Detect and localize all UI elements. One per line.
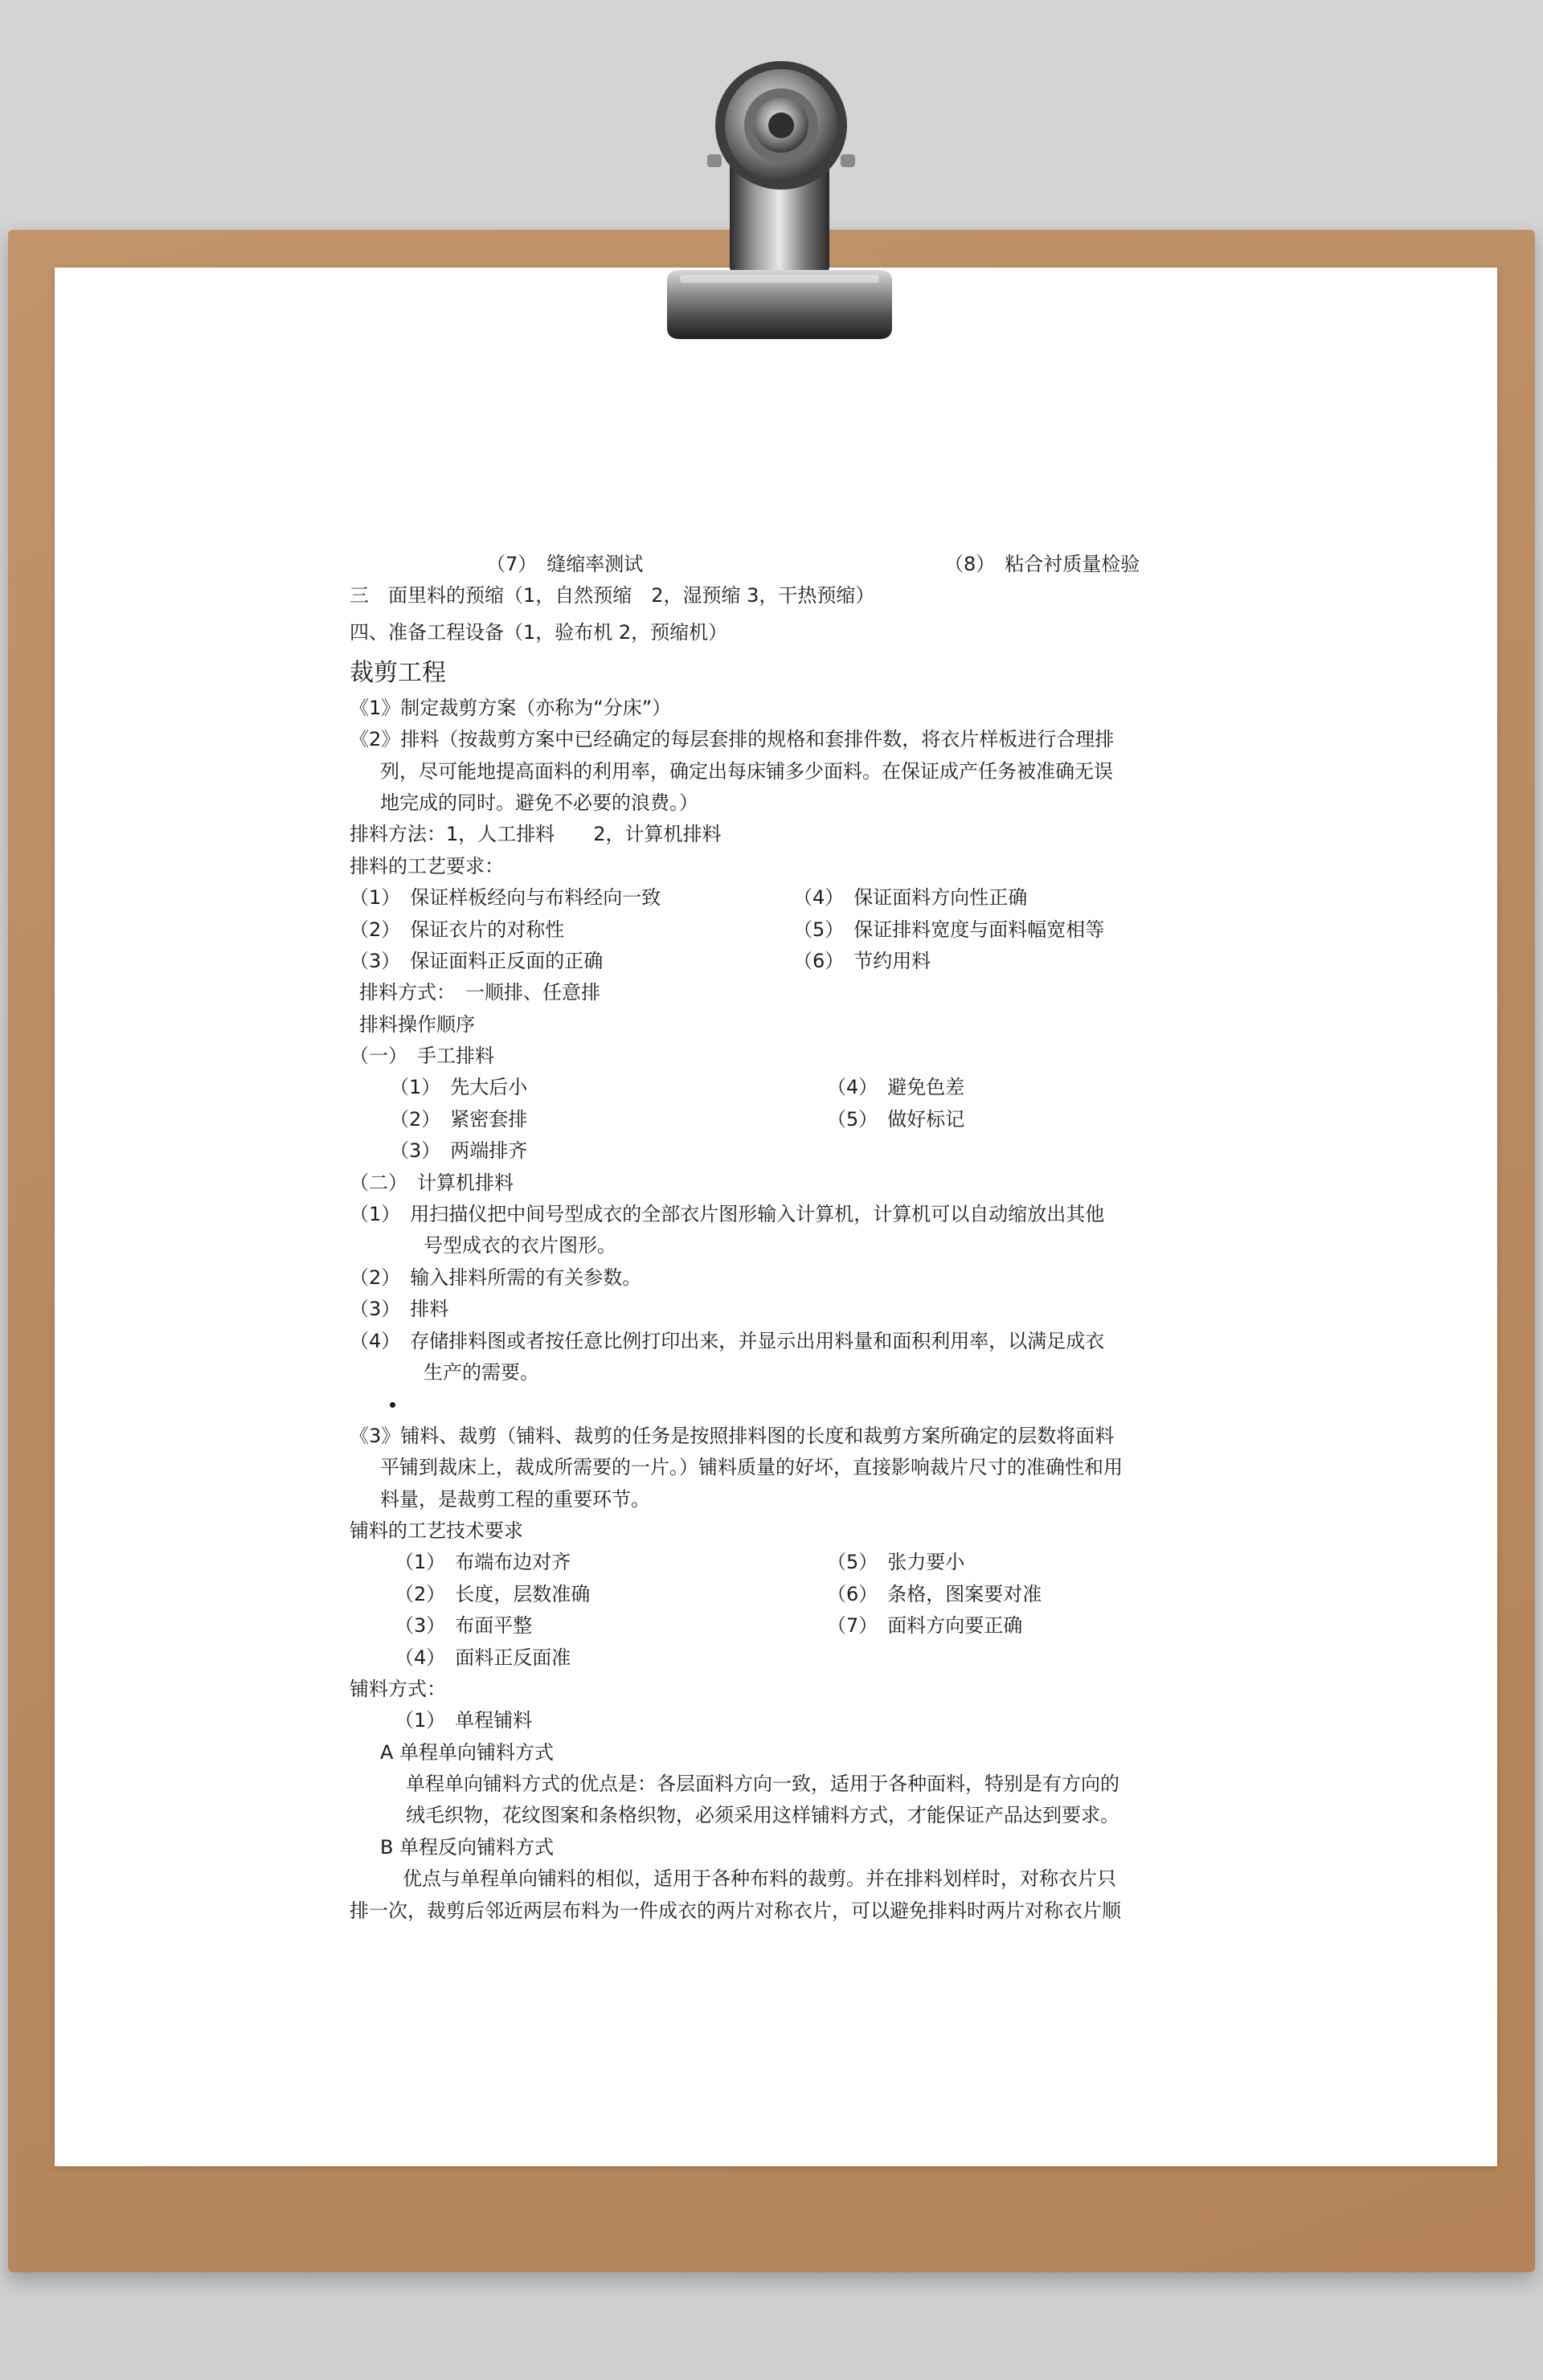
text-line: 料量，是裁剪工程的重要环节。 — [380, 1487, 650, 1511]
text-line: 排料方式： 一顺排、任意排 — [359, 981, 600, 1004]
text-line: 铺料方式： — [350, 1677, 446, 1700]
list-item: （2） 长度，层数准确 — [395, 1582, 591, 1605]
list-item: （7） 缝缩率测试 — [486, 553, 644, 575]
text-line: 《2》排料（按裁剪方案中已经确定的每层套排的规格和套排件数，将衣片样板进行合理排 — [350, 728, 1115, 751]
text-line: 《1》制定裁剪方案（亦称为“分床”） — [350, 696, 672, 719]
text-line: 四、准备工程设备（1，验布机 2，预缩机） — [350, 620, 728, 644]
text-line: 地完成的同时。避免不必要的浪费。） — [380, 791, 698, 814]
text-line: （1） 用扫描仪把中间号型成衣的全部衣片图形输入计算机，计算机可以自动缩放出其他 — [350, 1203, 1105, 1226]
list-item: （4） 避免色差 — [827, 1076, 965, 1099]
list-item: （1） 布端布边对齐 — [395, 1551, 571, 1574]
list-item: （4） 保证面料方向性正确 — [793, 886, 1028, 910]
text-line: （2） 输入排料所需的有关参数。 — [350, 1266, 642, 1289]
text-line: 排一次，裁剪后邻近两层布料为一件成衣的两片对称衣片，可以避免排料时两片对称衣片顺 — [350, 1899, 1121, 1922]
text-line: 号型成衣的衣片图形。 — [424, 1234, 616, 1257]
list-item: （3） 保证面料正反面的正确 — [350, 949, 604, 972]
list-item: （5） 张力要小 — [827, 1551, 965, 1574]
list-item: （2） 紧密套排 — [390, 1107, 528, 1131]
list-item: （6） 节约用料 — [793, 949, 931, 972]
list-item: （8） 粘合衬质量检验 — [944, 553, 1140, 575]
text-line: 平铺到裁床上，裁成所需要的一片。）铺料质量的好坏，直接影响裁片尺寸的准确性和用 — [380, 1456, 1123, 1479]
text-line: 绒毛织物，花纹图案和条格织物，必须采用这样铺料方式，才能保证产品达到要求。 — [406, 1804, 1119, 1827]
text-line: 铺料的工艺技术要求 — [350, 1519, 523, 1542]
text-line — [350, 1072, 1201, 1103]
text-line: （4） 存储排料图或者按任意比例打印出来，并显示出用料量和面积利用率，以满足成衣 — [350, 1329, 1105, 1352]
text-line: 三 面里料的预缩（1，自然预缩 2，湿预缩 3，干热预缩） — [350, 584, 875, 607]
text-line — [350, 914, 1201, 946]
text-line: （3） 排料 — [350, 1298, 449, 1321]
text-line: （4） 面料正反面准 — [395, 1646, 571, 1669]
text-line: 生产的需要。 — [424, 1360, 539, 1384]
list-item: （7） 面料方向要正确 — [827, 1614, 1023, 1638]
text-line: 排料方法：1，人工排料 2，计算机排料 — [350, 823, 722, 846]
list-item: （3） 布面平整 — [395, 1614, 533, 1638]
document-body — [350, 549, 1201, 1927]
section-heading: 裁剪工程 — [350, 658, 446, 687]
binder-clip-icon — [611, 48, 948, 354]
text-line: B 单程反向铺料方式 — [380, 1835, 555, 1859]
bullet-icon — [390, 1402, 395, 1408]
list-item: （2） 保证衣片的对称性 — [350, 918, 565, 941]
text-line: A 单程单向铺料方式 — [380, 1740, 555, 1764]
list-item: （1） 先大后小 — [390, 1076, 528, 1099]
text-line: 单程单向铺料方式的优点是：各层面料方向一致，适用于各种面料，特别是有方向的 — [406, 1773, 1119, 1796]
text-line — [350, 1388, 1201, 1420]
text-line: 排料操作顺序 — [359, 1012, 475, 1036]
text-line — [350, 882, 1201, 914]
list-item: （6） 条格，图案要对准 — [827, 1582, 1042, 1605]
text-line: （3） 两端排齐 — [390, 1139, 528, 1163]
text-line: 列，尽可能地提高面料的利用率，确定出每床铺多少面料。在保证成产任务被准确无误 — [380, 759, 1113, 783]
text-line — [350, 1104, 1201, 1135]
list-item: （5） 保证排料宽度与面料幅宽相等 — [793, 918, 1105, 941]
text-line: 《3》铺料、裁剪（铺料、裁剪的任务是按照排料图的长度和裁剪方案所确定的层数将面料 — [350, 1424, 1115, 1447]
text-line: 优点与单程单向铺料的相似，适用于各种布料的裁剪。并在排料划样时，对称衣片只 — [403, 1867, 1116, 1891]
text-line — [350, 1610, 1201, 1642]
text-line: （一） 手工排料 — [350, 1045, 494, 1068]
text-line — [350, 946, 1201, 977]
list-item: （5） 做好标记 — [827, 1107, 965, 1131]
text-line: （1） 单程铺料 — [395, 1709, 533, 1732]
text-line — [350, 549, 1201, 580]
text-line — [350, 1547, 1201, 1578]
text-line: 排料的工艺要求： — [350, 854, 504, 877]
text-line: （二） 计算机排料 — [350, 1171, 514, 1194]
list-item: （1） 保证样板经向与布料经向一致 — [350, 886, 661, 910]
text-line — [350, 1579, 1201, 1610]
